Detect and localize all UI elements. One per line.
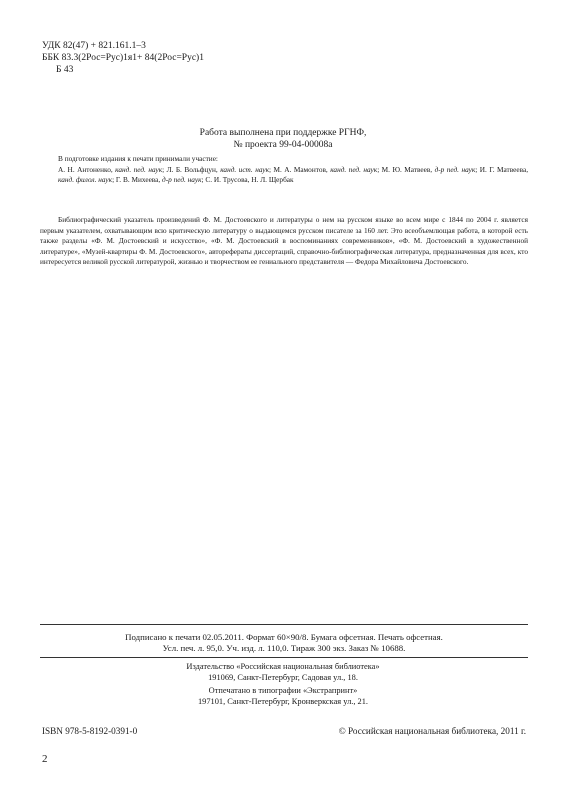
udk-code: УДК 82(47) + 821.161.1–3	[42, 41, 146, 51]
print-imprint	[40, 632, 528, 654]
contributor-name: А. Н. Антоненко,	[58, 164, 116, 174]
bbk-code: ББК 83.3(2Рос=Рус)1я1+ 84(2Рос=Рус)1	[42, 53, 204, 63]
contributor-degree: канд. пед. наук	[330, 164, 378, 174]
imprint-line-2: Усл. печ. л. 95,0. Уч. изд. л. 110,0. Тираж 300 экз. Заказ № 10688.	[162, 643, 406, 653]
printer-name: Отпечатано в типографии «Экстрапринт»	[208, 686, 358, 695]
contributors-block	[58, 154, 528, 186]
classification-codes	[42, 40, 204, 76]
contributor-degree: канд. пед. наук	[115, 164, 163, 174]
contributor-name: ; Л. Б. Вольфцун,	[162, 164, 221, 174]
contributor-name: ; Г. В. Михеева,	[112, 175, 163, 184]
contributors-list	[58, 165, 528, 186]
contributors-intro: В подготовке издания к печати принимали участие:	[58, 154, 218, 163]
annotation-paragraph: Библиографический указатель произведений Ф. М. Достоевского и литературы о нем на русском языке во всем мире с 1844 по 2004 г. является первым указателем, охватывающим всю критическую литературу о выдающемся русском писателе за 160 лет. Это всеобъемлющая работа, в которой есть также разделы «Ф. М. Достоевский и искусство», «Ф. М. Достоевский в воспоминаниях современников», «Ф. М. Достоевский в художественной литературе», «Музей-квартиры Ф. М. Достоевского», авторефераты диссертаций, справочно-библиографическая литература, предназначенная для всех, кто интересуется великой русской литературой, жизнью и творчеством ее гениального представителя — Федора Михайловича Достоевского.	[40, 215, 528, 266]
contributor-name: ; И. Г. Матвеева,	[475, 164, 529, 174]
publisher-address: 191069, Санкт-Петербург, Садовая ул., 18.	[208, 672, 358, 682]
grant-line-2: № проекта 99-04-00008а	[233, 140, 333, 150]
copyright: © Российская национальная библиотека, 2011 г.	[338, 726, 526, 736]
contributor-degree: канд. ист. наук	[220, 164, 270, 174]
publisher-block	[0, 662, 566, 707]
contributor-degree: д-р пед. наук	[162, 175, 202, 184]
divider-top	[40, 624, 528, 625]
contributor-name: ; М. Ю. Матвеев,	[377, 164, 435, 174]
grant-note	[0, 127, 566, 151]
author-mark: Б 43	[56, 65, 74, 75]
contributor-degree: д-р пед. наук	[434, 164, 476, 174]
contributor-name: ; М. А. Мамонтов,	[269, 164, 331, 174]
divider-bottom	[40, 657, 528, 658]
page-number: 2	[42, 753, 48, 765]
imprint-line-1: Подписано к печати 02.05.2011. Формат 60×90/8. Бумага офсетная. Печать офсетная.	[125, 632, 443, 642]
contributor-name: ; С. И. Трусова, Н. Л. Щербак	[201, 175, 294, 184]
publisher-name: Издательство «Российская национальная библиотека»	[186, 662, 380, 671]
grant-line-1: Работа выполнена при поддержке РГНФ,	[199, 128, 367, 138]
isbn: ISBN 978-5-8192-0391-0	[42, 726, 138, 736]
printer-address: 197101, Санкт-Петербург, Кронверкская ул., 21.	[197, 696, 368, 706]
contributor-degree: канд. филол. наук	[58, 175, 113, 184]
